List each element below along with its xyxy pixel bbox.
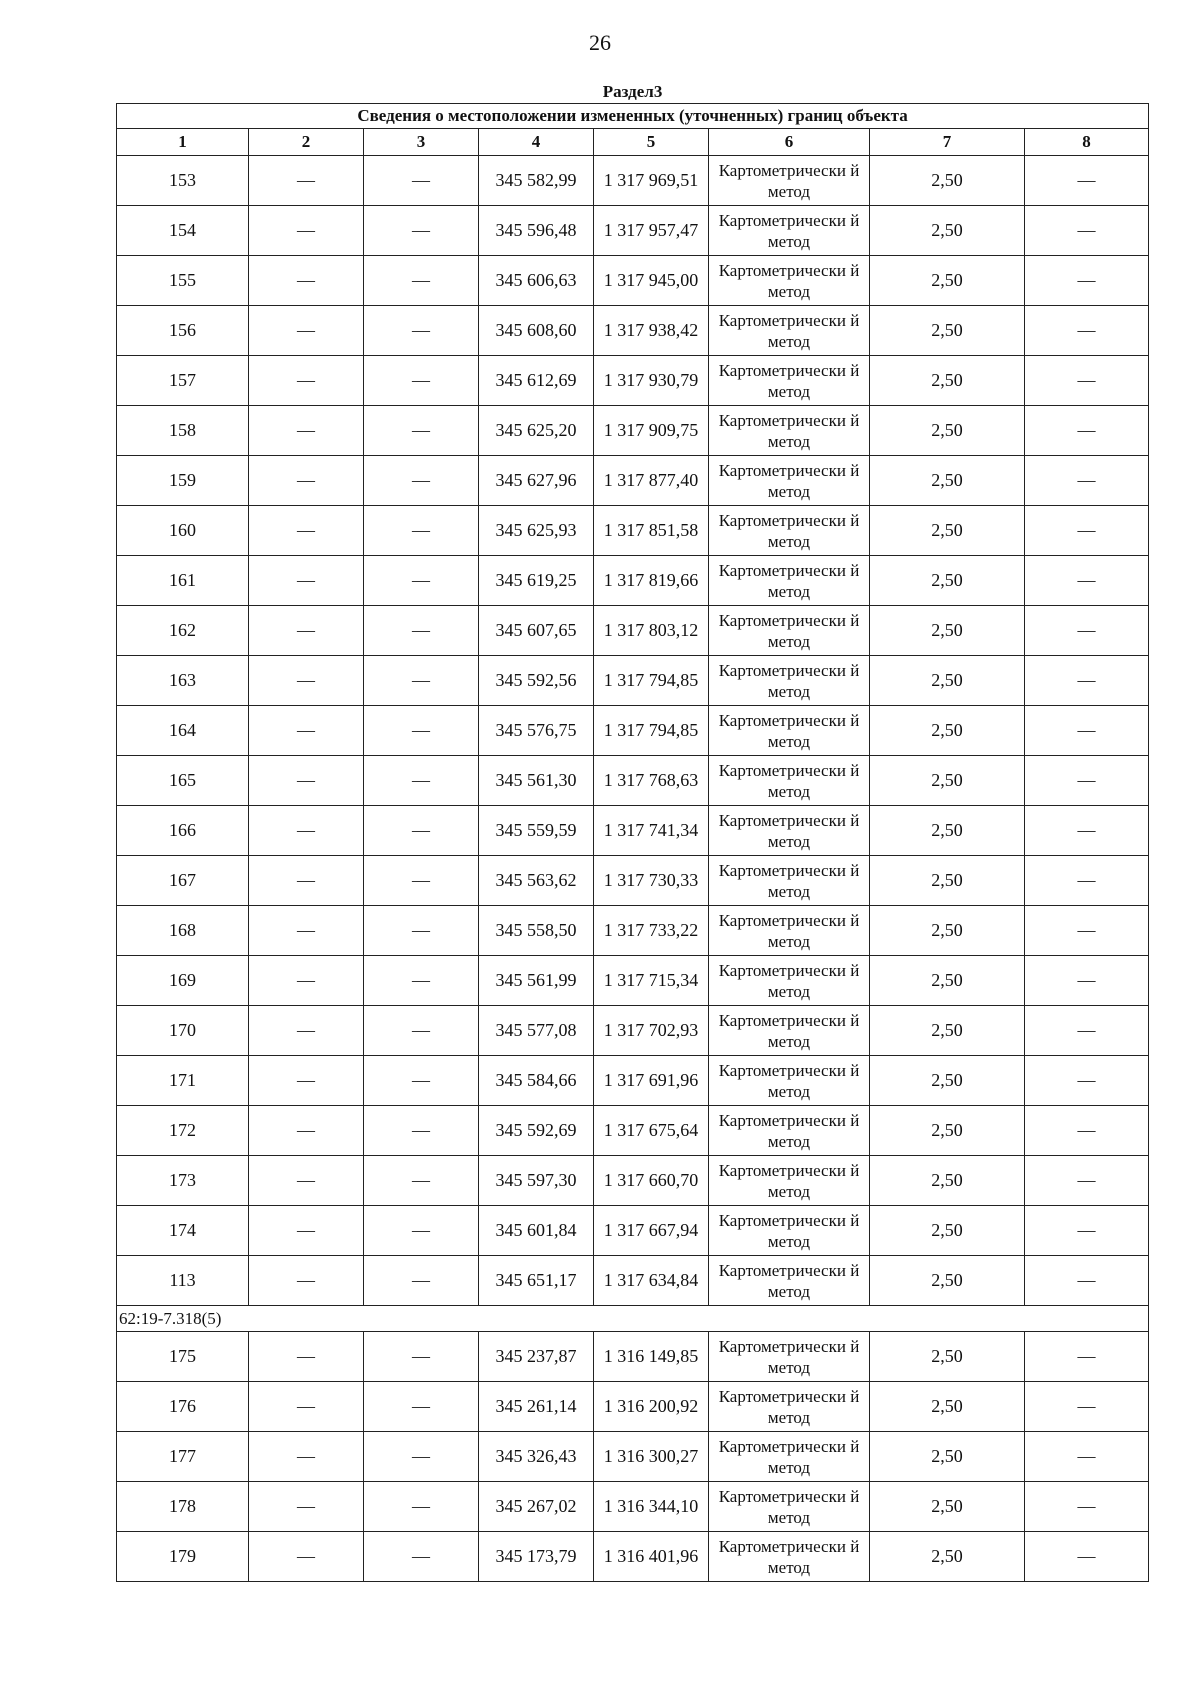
cell-col-5: 1 317 741,34	[594, 806, 709, 856]
cell-col-8: —	[1025, 1006, 1149, 1056]
table-row	[117, 456, 1149, 506]
cell-col-5: 1 317 768,63	[594, 756, 709, 806]
cell-col-1: 158	[117, 406, 249, 456]
cell-col-7: 2,50	[870, 1056, 1025, 1106]
cell-col-5: 1 317 691,96	[594, 1056, 709, 1106]
cell-col-7: 2,50	[870, 1382, 1025, 1432]
cell-col-5: 1 317 660,70	[594, 1156, 709, 1206]
column-header-6: 6	[709, 129, 870, 156]
cell-col-6: Картометрически й метод	[709, 1382, 870, 1432]
cell-col-3: —	[364, 706, 479, 756]
cell-col-8: —	[1025, 1256, 1149, 1306]
table-row	[117, 1206, 1149, 1256]
column-header-5: 5	[594, 129, 709, 156]
cell-col-2: —	[249, 1382, 364, 1432]
cell-col-8: —	[1025, 656, 1149, 706]
cell-col-4: 345 592,69	[479, 1106, 594, 1156]
cell-col-2: —	[249, 606, 364, 656]
cell-col-7: 2,50	[870, 1432, 1025, 1482]
cell-col-5: 1 317 733,22	[594, 906, 709, 956]
cell-col-6: Картометрически й метод	[709, 356, 870, 406]
cell-col-6: Картометрически й метод	[709, 256, 870, 306]
cell-col-7: 2,50	[870, 656, 1025, 706]
cell-col-5: 1 317 794,85	[594, 656, 709, 706]
cell-col-6: Картометрически й метод	[709, 1156, 870, 1206]
cell-col-2: —	[249, 856, 364, 906]
cell-col-1: 161	[117, 556, 249, 606]
cell-col-2: —	[249, 456, 364, 506]
cell-col-8: —	[1025, 956, 1149, 1006]
cell-col-6: Картометрически й метод	[709, 1006, 870, 1056]
cell-col-2: —	[249, 1156, 364, 1206]
cell-col-3: —	[364, 1256, 479, 1306]
cell-col-8: —	[1025, 456, 1149, 506]
cell-col-5: 1 317 730,33	[594, 856, 709, 906]
cell-col-3: —	[364, 406, 479, 456]
cell-col-3: —	[364, 306, 479, 356]
cell-col-7: 2,50	[870, 256, 1025, 306]
cell-col-3: —	[364, 1006, 479, 1056]
cell-col-4: 345 592,56	[479, 656, 594, 706]
cell-col-4: 345 582,99	[479, 156, 594, 206]
table-row	[117, 1332, 1149, 1382]
cell-col-7: 2,50	[870, 306, 1025, 356]
cell-col-4: 345 558,50	[479, 906, 594, 956]
cell-col-4: 345 326,43	[479, 1432, 594, 1482]
cell-col-7: 2,50	[870, 956, 1025, 1006]
cell-col-2: —	[249, 506, 364, 556]
table-row	[117, 906, 1149, 956]
table-row	[117, 1382, 1149, 1432]
cell-col-2: —	[249, 256, 364, 306]
cell-col-4: 345 597,30	[479, 1156, 594, 1206]
cell-col-5: 1 317 969,51	[594, 156, 709, 206]
cell-col-3: —	[364, 1206, 479, 1256]
cell-col-8: —	[1025, 1432, 1149, 1482]
cell-col-3: —	[364, 856, 479, 906]
cell-col-8: —	[1025, 1532, 1149, 1582]
cell-col-7: 2,50	[870, 606, 1025, 656]
cell-col-8: —	[1025, 756, 1149, 806]
cell-col-2: —	[249, 656, 364, 706]
cell-col-7: 2,50	[870, 806, 1025, 856]
table-row	[117, 1432, 1149, 1482]
cell-col-4: 345 576,75	[479, 706, 594, 756]
cell-col-2: —	[249, 1006, 364, 1056]
cell-col-4: 345 627,96	[479, 456, 594, 506]
cell-col-6: Картометрически й метод	[709, 1432, 870, 1482]
cell-col-7: 2,50	[870, 506, 1025, 556]
cell-col-1: 177	[117, 1432, 249, 1482]
cell-col-4: 345 606,63	[479, 256, 594, 306]
cell-col-1: 173	[117, 1156, 249, 1206]
column-header-3: 3	[364, 129, 479, 156]
cell-col-3: —	[364, 1532, 479, 1582]
cell-col-1: 179	[117, 1532, 249, 1582]
column-header-1: 1	[117, 129, 249, 156]
cell-col-1: 155	[117, 256, 249, 306]
cell-col-8: —	[1025, 1156, 1149, 1206]
table-row	[117, 1106, 1149, 1156]
cell-col-4: 345 561,30	[479, 756, 594, 806]
cell-col-8: —	[1025, 806, 1149, 856]
cell-col-6: Картометрически й метод	[709, 706, 870, 756]
table-row	[117, 1156, 1149, 1206]
cell-col-8: —	[1025, 1482, 1149, 1532]
cell-col-2: —	[249, 156, 364, 206]
page-number: 26	[589, 30, 611, 55]
cell-col-6: Картометрически й метод	[709, 856, 870, 906]
cell-col-8: —	[1025, 356, 1149, 406]
cell-col-7: 2,50	[870, 1482, 1025, 1532]
cell-col-3: —	[364, 956, 479, 1006]
cell-col-1: 163	[117, 656, 249, 706]
column-header-row	[117, 129, 1149, 156]
cell-col-8: —	[1025, 506, 1149, 556]
cell-col-1: 167	[117, 856, 249, 906]
cell-col-6: Картометрически й метод	[709, 656, 870, 706]
cell-col-3: —	[364, 756, 479, 806]
cell-col-1: 178	[117, 1482, 249, 1532]
boundary-coordinates-table	[116, 81, 1149, 1582]
cell-col-4: 345 625,93	[479, 506, 594, 556]
cell-col-5: 1 316 200,92	[594, 1382, 709, 1432]
cell-col-2: —	[249, 1256, 364, 1306]
cell-col-1: 175	[117, 1332, 249, 1382]
cell-col-1: 154	[117, 206, 249, 256]
cell-col-7: 2,50	[870, 1006, 1025, 1056]
table-row	[117, 206, 1149, 256]
cell-col-3: —	[364, 656, 479, 706]
cell-col-5: 1 317 938,42	[594, 306, 709, 356]
cell-col-6: Картометрически й метод	[709, 1256, 870, 1306]
cell-col-5: 1 317 877,40	[594, 456, 709, 506]
cell-col-2: —	[249, 406, 364, 456]
cell-col-3: —	[364, 1382, 479, 1432]
cell-col-7: 2,50	[870, 906, 1025, 956]
cell-col-8: —	[1025, 156, 1149, 206]
cell-col-6: Картометрически й метод	[709, 306, 870, 356]
table-row	[117, 156, 1149, 206]
cell-col-2: —	[249, 956, 364, 1006]
cell-col-2: —	[249, 1056, 364, 1106]
cell-col-2: —	[249, 1332, 364, 1382]
table-row	[117, 1056, 1149, 1106]
cell-col-5: 1 317 794,85	[594, 706, 709, 756]
cell-col-1: 162	[117, 606, 249, 656]
cell-col-7: 2,50	[870, 1106, 1025, 1156]
table-row	[117, 356, 1149, 406]
cell-col-4: 345 577,08	[479, 1006, 594, 1056]
cell-col-2: —	[249, 906, 364, 956]
cell-col-1: 172	[117, 1106, 249, 1156]
cell-col-5: 1 316 300,27	[594, 1432, 709, 1482]
cell-col-7: 2,50	[870, 1206, 1025, 1256]
cell-col-3: —	[364, 806, 479, 856]
table-row	[117, 756, 1149, 806]
cell-col-5: 1 316 344,10	[594, 1482, 709, 1532]
cell-col-5: 1 317 715,34	[594, 956, 709, 1006]
cell-col-1: 174	[117, 1206, 249, 1256]
cell-col-6: Картометрически й метод	[709, 1332, 870, 1382]
cell-col-7: 2,50	[870, 206, 1025, 256]
cell-col-8: —	[1025, 1382, 1149, 1432]
table-row	[117, 1532, 1149, 1582]
cell-col-3: —	[364, 1056, 479, 1106]
cell-col-4: 345 584,66	[479, 1056, 594, 1106]
cell-col-4: 345 608,60	[479, 306, 594, 356]
cell-col-6: Картометрически й метод	[709, 606, 870, 656]
cell-col-8: —	[1025, 1332, 1149, 1382]
cell-col-5: 1 317 957,47	[594, 206, 709, 256]
cell-col-8: —	[1025, 906, 1149, 956]
cell-col-5: 1 316 149,85	[594, 1332, 709, 1382]
cell-col-6: Картометрически й метод	[709, 456, 870, 506]
cell-col-6: Картометрически й метод	[709, 206, 870, 256]
cell-col-2: —	[249, 706, 364, 756]
cell-col-3: —	[364, 456, 479, 506]
cell-col-2: —	[249, 556, 364, 606]
table-row	[117, 706, 1149, 756]
cell-col-4: 345 237,87	[479, 1332, 594, 1382]
cell-col-1: 166	[117, 806, 249, 856]
cell-col-1: 156	[117, 306, 249, 356]
cell-col-1: 157	[117, 356, 249, 406]
cell-col-5: 1 316 401,96	[594, 1532, 709, 1582]
table-caption: Сведения о местоположении измененных (уточненных) границ объекта	[117, 104, 1149, 129]
cell-col-6: Картометрически й метод	[709, 1106, 870, 1156]
cell-col-6: Картометрически й метод	[709, 756, 870, 806]
cell-col-4: 345 596,48	[479, 206, 594, 256]
cell-col-6: Картометрически й метод	[709, 556, 870, 606]
cell-col-4: 345 563,62	[479, 856, 594, 906]
table-body	[117, 156, 1149, 1582]
column-header-7: 7	[870, 129, 1025, 156]
cell-col-4: 345 607,65	[479, 606, 594, 656]
cell-col-3: —	[364, 256, 479, 306]
cell-col-8: —	[1025, 256, 1149, 306]
table-row	[117, 856, 1149, 906]
cell-col-6: Картометрически й метод	[709, 406, 870, 456]
cell-col-7: 2,50	[870, 1256, 1025, 1306]
cell-col-4: 345 601,84	[479, 1206, 594, 1256]
cell-col-6: Картометрически й метод	[709, 906, 870, 956]
cell-col-3: —	[364, 506, 479, 556]
cell-col-5: 1 317 702,93	[594, 1006, 709, 1056]
cell-col-6: Картометрически й метод	[709, 1532, 870, 1582]
cell-col-4: 345 561,99	[479, 956, 594, 1006]
cell-col-1: 170	[117, 1006, 249, 1056]
cell-col-1: 165	[117, 756, 249, 806]
table-row	[117, 606, 1149, 656]
cell-col-1: 113	[117, 1256, 249, 1306]
section-title: Раздел3	[602, 82, 663, 101]
cell-col-1: 169	[117, 956, 249, 1006]
cell-col-4: 345 612,69	[479, 356, 594, 406]
table-row	[117, 556, 1149, 606]
cell-col-4: 345 559,59	[479, 806, 594, 856]
cell-col-1: 160	[117, 506, 249, 556]
cell-col-4: 345 173,79	[479, 1532, 594, 1582]
cell-col-2: —	[249, 806, 364, 856]
cell-col-1: 159	[117, 456, 249, 506]
cell-col-8: —	[1025, 706, 1149, 756]
cell-col-7: 2,50	[870, 156, 1025, 206]
cell-col-6: Картометрически й метод	[709, 806, 870, 856]
cell-col-7: 2,50	[870, 856, 1025, 906]
cell-col-2: —	[249, 1482, 364, 1532]
cell-col-3: —	[364, 156, 479, 206]
cell-col-8: —	[1025, 1056, 1149, 1106]
column-header-8: 8	[1025, 129, 1149, 156]
cell-col-5: 1 317 803,12	[594, 606, 709, 656]
cell-col-8: —	[1025, 206, 1149, 256]
cell-col-5: 1 317 851,58	[594, 506, 709, 556]
cell-col-2: —	[249, 206, 364, 256]
cell-col-2: —	[249, 1432, 364, 1482]
cell-col-1: 153	[117, 156, 249, 206]
cell-col-1: 176	[117, 1382, 249, 1432]
cell-col-7: 2,50	[870, 406, 1025, 456]
cell-col-3: —	[364, 906, 479, 956]
cell-col-3: —	[364, 1432, 479, 1482]
cell-col-4: 345 651,17	[479, 1256, 594, 1306]
table-row	[117, 406, 1149, 456]
cell-col-6: Картометрически й метод	[709, 1056, 870, 1106]
cell-col-8: —	[1025, 1206, 1149, 1256]
cell-col-5: 1 317 909,75	[594, 406, 709, 456]
cell-col-2: —	[249, 1106, 364, 1156]
cell-col-5: 1 317 945,00	[594, 256, 709, 306]
cell-col-7: 2,50	[870, 456, 1025, 506]
table-row	[117, 656, 1149, 706]
cell-col-8: —	[1025, 606, 1149, 656]
table-row	[117, 306, 1149, 356]
cell-col-6: Картометрически й метод	[709, 956, 870, 1006]
cell-col-7: 2,50	[870, 1332, 1025, 1382]
cell-col-8: —	[1025, 1106, 1149, 1156]
table-row	[117, 1256, 1149, 1306]
cell-col-3: —	[364, 206, 479, 256]
cell-col-7: 2,50	[870, 1156, 1025, 1206]
table-row	[117, 1482, 1149, 1532]
column-header-4: 4	[479, 129, 594, 156]
cell-col-4: 345 267,02	[479, 1482, 594, 1532]
table-row	[117, 506, 1149, 556]
cell-col-7: 2,50	[870, 356, 1025, 406]
cell-col-8: —	[1025, 406, 1149, 456]
cell-col-3: —	[364, 1482, 479, 1532]
cell-col-1: 171	[117, 1056, 249, 1106]
cell-col-2: —	[249, 356, 364, 406]
cell-col-2: —	[249, 1206, 364, 1256]
cell-col-8: —	[1025, 856, 1149, 906]
cell-col-4: 345 619,25	[479, 556, 594, 606]
cell-col-3: —	[364, 556, 479, 606]
cell-col-6: Картометрически й метод	[709, 1482, 870, 1532]
cell-col-6: Картометрически й метод	[709, 506, 870, 556]
cell-col-4: 345 261,14	[479, 1382, 594, 1432]
cell-col-8: —	[1025, 556, 1149, 606]
cell-col-5: 1 317 667,94	[594, 1206, 709, 1256]
table-row	[117, 956, 1149, 1006]
cell-col-5: 1 317 634,84	[594, 1256, 709, 1306]
cell-col-7: 2,50	[870, 706, 1025, 756]
table-row	[117, 806, 1149, 856]
cell-col-3: —	[364, 356, 479, 406]
table-row	[117, 1006, 1149, 1056]
cell-col-3: —	[364, 1106, 479, 1156]
column-header-2: 2	[249, 129, 364, 156]
cell-col-6: Картометрически й метод	[709, 156, 870, 206]
cell-col-5: 1 317 819,66	[594, 556, 709, 606]
cell-col-2: —	[249, 1532, 364, 1582]
cell-col-3: —	[364, 606, 479, 656]
cell-col-4: 345 625,20	[479, 406, 594, 456]
cell-col-7: 2,50	[870, 756, 1025, 806]
table-row	[117, 256, 1149, 306]
cell-col-1: 168	[117, 906, 249, 956]
cell-col-2: —	[249, 756, 364, 806]
cell-col-6: Картометрически й метод	[709, 1206, 870, 1256]
cell-col-7: 2,50	[870, 556, 1025, 606]
group-label: 62:19-7.318(5)	[117, 1306, 1149, 1332]
cell-col-3: —	[364, 1332, 479, 1382]
cell-col-5: 1 317 930,79	[594, 356, 709, 406]
cell-col-7: 2,50	[870, 1532, 1025, 1582]
cell-col-8: —	[1025, 306, 1149, 356]
cell-col-2: —	[249, 306, 364, 356]
cell-col-1: 164	[117, 706, 249, 756]
group-label-row	[117, 1306, 1149, 1332]
cell-col-5: 1 317 675,64	[594, 1106, 709, 1156]
cell-col-3: —	[364, 1156, 479, 1206]
